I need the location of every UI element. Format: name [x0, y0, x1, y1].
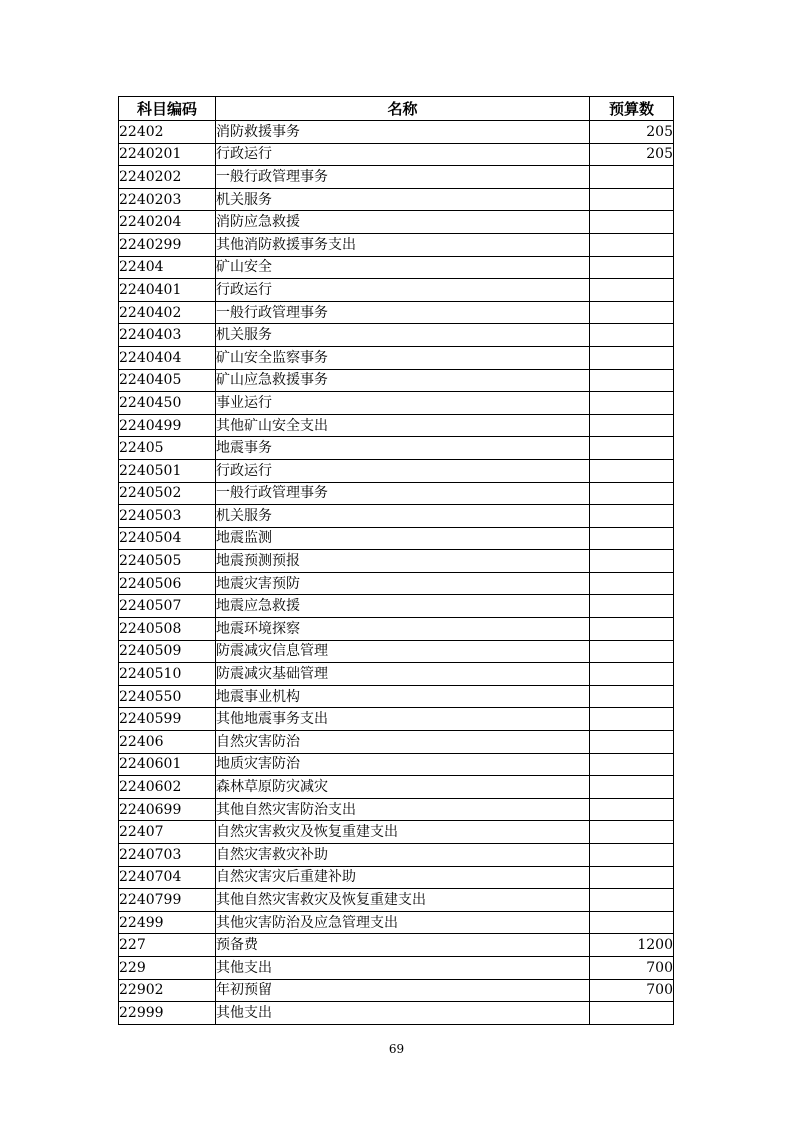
subject-name-cell: 地震监测 — [216, 527, 590, 550]
budget-amount-cell — [590, 324, 674, 347]
subject-code-cell: 2240450 — [119, 392, 216, 415]
table-row — [119, 889, 674, 912]
budget-amount-cell — [590, 437, 674, 460]
budget-amount-cell — [590, 889, 674, 912]
budget-amount-cell — [590, 821, 674, 844]
budget-amount-cell: 700 — [590, 956, 674, 979]
subject-code-cell: 22406 — [119, 731, 216, 754]
subject-code-cell: 2240403 — [119, 324, 216, 347]
subject-name-cell: 地震环境探察 — [216, 618, 590, 641]
budget-amount-cell: 1200 — [590, 934, 674, 957]
budget-amount-cell: 205 — [590, 121, 674, 144]
table-row — [119, 572, 674, 595]
subject-code-cell: 2240506 — [119, 572, 216, 595]
budget-amount-cell — [590, 731, 674, 754]
subject-code-cell: 2240404 — [119, 346, 216, 369]
subject-code-cell: 2240504 — [119, 527, 216, 550]
subject-name-cell: 其他支出 — [216, 1002, 590, 1025]
budget-amount-cell — [590, 798, 674, 821]
budget-amount-cell — [590, 166, 674, 189]
subject-code-cell: 2240601 — [119, 753, 216, 776]
budget-amount-cell — [590, 708, 674, 731]
header-amount: 预算数 — [590, 97, 674, 121]
subject-code-cell: 2240550 — [119, 685, 216, 708]
subject-code-cell: 2240501 — [119, 459, 216, 482]
subject-code-cell: 22407 — [119, 821, 216, 844]
table-row — [119, 956, 674, 979]
subject-name-cell: 自然灾害救灾及恢复重建支出 — [216, 821, 590, 844]
subject-code-cell: 2240599 — [119, 708, 216, 731]
table-row — [119, 934, 674, 957]
subject-code-cell: 2240299 — [119, 233, 216, 256]
budget-amount-cell — [590, 753, 674, 776]
table-row — [119, 256, 674, 279]
budget-amount-cell — [590, 392, 674, 415]
budget-amount-cell — [590, 482, 674, 505]
subject-name-cell: 机关服务 — [216, 188, 590, 211]
table-row — [119, 459, 674, 482]
budget-amount-cell — [590, 256, 674, 279]
subject-code-cell: 2240510 — [119, 663, 216, 686]
table-row — [119, 143, 674, 166]
subject-name-cell: 其他自然灾害防治支出 — [216, 798, 590, 821]
table-row — [119, 301, 674, 324]
table-row — [119, 369, 674, 392]
table-row — [119, 595, 674, 618]
subject-code-cell: 227 — [119, 934, 216, 957]
subject-code-cell: 2240201 — [119, 143, 216, 166]
table-row — [119, 798, 674, 821]
table-row — [119, 844, 674, 867]
table-row — [119, 685, 674, 708]
subject-code-cell: 2240503 — [119, 505, 216, 528]
subject-code-cell: 2240602 — [119, 776, 216, 799]
subject-code-cell: 2240507 — [119, 595, 216, 618]
header-code: 科目编码 — [119, 97, 216, 121]
subject-name-cell: 地震应急救援 — [216, 595, 590, 618]
subject-name-cell: 机关服务 — [216, 505, 590, 528]
subject-code-cell: 22902 — [119, 979, 216, 1002]
table-row — [119, 279, 674, 302]
budget-amount-cell — [590, 505, 674, 528]
budget-amount-cell — [590, 527, 674, 550]
subject-name-cell: 其他消防救援事务支出 — [216, 233, 590, 256]
subject-name-cell: 其他支出 — [216, 956, 590, 979]
subject-name-cell: 矿山安全 — [216, 256, 590, 279]
table-row — [119, 233, 674, 256]
table-row — [119, 1002, 674, 1025]
subject-code-cell: 2240799 — [119, 889, 216, 912]
subject-code-cell: 2240405 — [119, 369, 216, 392]
subject-code-cell: 2240401 — [119, 279, 216, 302]
subject-name-cell: 地质灾害防治 — [216, 753, 590, 776]
subject-code-cell: 2240508 — [119, 618, 216, 641]
subject-code-cell: 2240699 — [119, 798, 216, 821]
budget-amount-cell — [590, 1002, 674, 1025]
table-row — [119, 482, 674, 505]
table-row — [119, 166, 674, 189]
subject-name-cell: 消防救援事务 — [216, 121, 590, 144]
subject-code-cell: 2240703 — [119, 844, 216, 867]
budget-amount-cell — [590, 663, 674, 686]
table-row — [119, 979, 674, 1002]
subject-code-cell: 22404 — [119, 256, 216, 279]
subject-code-cell: 2240505 — [119, 550, 216, 573]
subject-name-cell: 其他自然灾害救灾及恢复重建支出 — [216, 889, 590, 912]
subject-name-cell: 事业运行 — [216, 392, 590, 415]
header-name: 名称 — [216, 97, 590, 121]
page-number: 69 — [388, 1042, 405, 1056]
subject-code-cell: 2240704 — [119, 866, 216, 889]
table-row — [119, 663, 674, 686]
table-row — [119, 753, 674, 776]
subject-code-cell: 2240509 — [119, 640, 216, 663]
table-row — [119, 346, 674, 369]
budget-amount-cell — [590, 211, 674, 234]
budget-amount-cell: 205 — [590, 143, 674, 166]
table-row — [119, 527, 674, 550]
table-row — [119, 776, 674, 799]
subject-name-cell: 自然灾害防治 — [216, 731, 590, 754]
subject-name-cell: 防震减灾信息管理 — [216, 640, 590, 663]
budget-amount-cell — [590, 572, 674, 595]
table-row — [119, 708, 674, 731]
subject-code-cell: 22402 — [119, 121, 216, 144]
table-row — [119, 414, 674, 437]
subject-name-cell: 预备费 — [216, 934, 590, 957]
subject-name-cell: 防震减灾基础管理 — [216, 663, 590, 686]
subject-code-cell: 2240499 — [119, 414, 216, 437]
table-header — [119, 97, 674, 121]
subject-name-cell: 行政运行 — [216, 459, 590, 482]
budget-amount-cell — [590, 369, 674, 392]
table-row — [119, 505, 674, 528]
budget-amount-cell — [590, 346, 674, 369]
subject-name-cell: 机关服务 — [216, 324, 590, 347]
table-row — [119, 392, 674, 415]
budget-amount-cell — [590, 459, 674, 482]
table-row — [119, 618, 674, 641]
table-body — [119, 121, 674, 1025]
subject-code-cell: 22499 — [119, 911, 216, 934]
budget-amount-cell — [590, 188, 674, 211]
subject-name-cell: 森林草原防灾减灾 — [216, 776, 590, 799]
table-row — [119, 188, 674, 211]
budget-amount-cell — [590, 279, 674, 302]
table-row — [119, 211, 674, 234]
budget-amount-cell — [590, 685, 674, 708]
budget-amount-cell — [590, 911, 674, 934]
subject-name-cell: 地震事业机构 — [216, 685, 590, 708]
subject-name-cell: 一般行政管理事务 — [216, 482, 590, 505]
subject-code-cell: 2240204 — [119, 211, 216, 234]
budget-amount-cell: 700 — [590, 979, 674, 1002]
subject-code-cell: 2240203 — [119, 188, 216, 211]
subject-name-cell: 矿山应急救援事务 — [216, 369, 590, 392]
subject-code-cell: 2240402 — [119, 301, 216, 324]
subject-name-cell: 年初预留 — [216, 979, 590, 1002]
table-row — [119, 550, 674, 573]
budget-amount-cell — [590, 866, 674, 889]
header-row — [119, 97, 674, 121]
table-row — [119, 324, 674, 347]
subject-name-cell: 地震事务 — [216, 437, 590, 460]
subject-name-cell: 行政运行 — [216, 279, 590, 302]
budget-amount-cell — [590, 233, 674, 256]
subject-name-cell: 行政运行 — [216, 143, 590, 166]
subject-code-cell: 229 — [119, 956, 216, 979]
budget-amount-cell — [590, 595, 674, 618]
subject-name-cell: 其他灾害防治及应急管理支出 — [216, 911, 590, 934]
subject-name-cell: 一般行政管理事务 — [216, 301, 590, 324]
subject-name-cell: 一般行政管理事务 — [216, 166, 590, 189]
subject-name-cell: 矿山安全监察事务 — [216, 346, 590, 369]
table-row — [119, 121, 674, 144]
budget-amount-cell — [590, 301, 674, 324]
table-row — [119, 731, 674, 754]
subject-name-cell: 地震预测预报 — [216, 550, 590, 573]
subject-name-cell: 其他地震事务支出 — [216, 708, 590, 731]
table-row — [119, 437, 674, 460]
subject-name-cell: 地震灾害预防 — [216, 572, 590, 595]
subject-name-cell: 消防应急救援 — [216, 211, 590, 234]
subject-name-cell: 自然灾害救灾补助 — [216, 844, 590, 867]
table-row — [119, 821, 674, 844]
subject-code-cell: 22999 — [119, 1002, 216, 1025]
budget-amount-cell — [590, 776, 674, 799]
subject-code-cell: 22405 — [119, 437, 216, 460]
budget-amount-cell — [590, 550, 674, 573]
subject-name-cell: 其他矿山安全支出 — [216, 414, 590, 437]
subject-code-cell: 2240202 — [119, 166, 216, 189]
budget-amount-cell — [590, 640, 674, 663]
subject-name-cell: 自然灾害灾后重建补助 — [216, 866, 590, 889]
budget-amount-cell — [590, 618, 674, 641]
budget-amount-cell — [590, 844, 674, 867]
budget-amount-cell — [590, 414, 674, 437]
table-row — [119, 866, 674, 889]
budget-table — [118, 96, 674, 1025]
table-row — [119, 911, 674, 934]
table-row — [119, 640, 674, 663]
subject-code-cell: 2240502 — [119, 482, 216, 505]
